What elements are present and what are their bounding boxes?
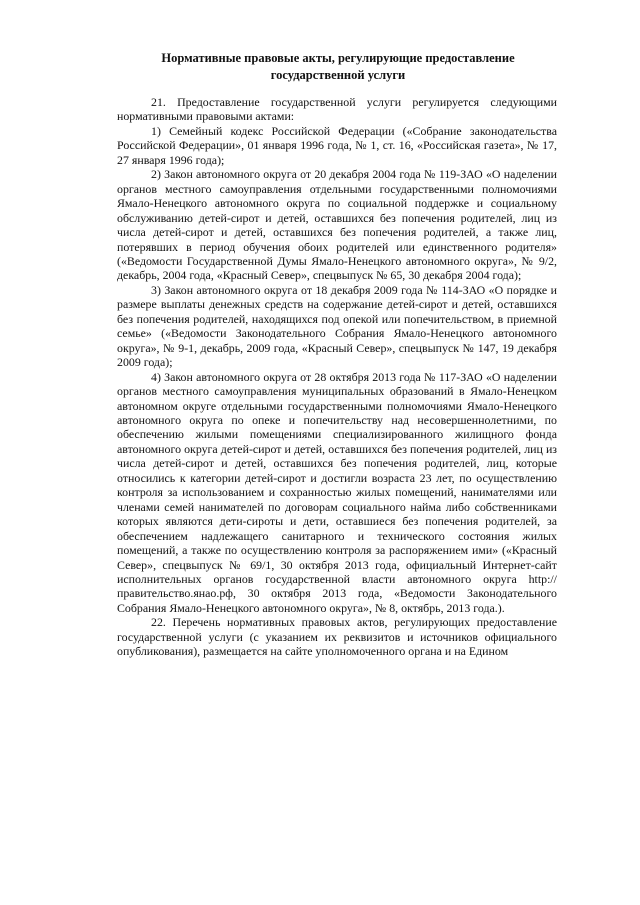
paragraph-22: 22. Перечень нормативных правовых актов, регулирующих предоставление государственной услуги (с указанием их реквизитов и источников официального опубликования), размещается на сайте уполномоченного органа и на Едином	[117, 615, 557, 659]
paragraph-21-intro: 21. Предоставление государственной услуги регулируется следующими нормативными правовыми актами:	[117, 95, 557, 124]
list-item-1-family-code: 1) Семейный кодекс Российской Федерации («Собрание законодательства Российской Федерации», 01 января 1996 года, № 1, ст. 16, «Российская газета», № 17, 27 января 1996 года);	[117, 123, 557, 167]
section-heading-line-1: Нормативные правовые акты, регулирующие предоставление	[161, 51, 515, 65]
section-heading-line-2: государственной услуги	[270, 68, 406, 82]
document-body	[117, 95, 557, 659]
list-item-4-law-117: 4) Закон автономного округа от 28 октября 2013 года № 117-ЗАО «О наделении органов местного самоуправления муниципальных образований в Ямало-Ненецком автономном округе отдельными государственными полномочиями Ямало-Ненецкого автономного округа по опеке и попечительству над несовершеннолетними, по обеспечению жилыми помещениями специализированного жилищного фонда автономного округа детей-сирот и детей, оставшихся без попечения родителей, лиц из числа детей-сирот и детей, оставшихся без попечения родителей, лиц, которые относились к категории детей-сирот и достигли возраста 23 лет, по осуществлению контроля за использованием и сохранностью жилых помещений, нанимателями или членами семей нанимателей по договорам социального найма либо собственниками которых являются дети-сироты и дети, оставшиеся без попечения родителей, за обеспечением надлежащего санитарного и технического состояния жилых помещений, а также по осуществлению контроля за распоряжением ими» («Красный Север», спецвыпуск № 69/1, 30 октября 2013 года, официальный Интернет-сайт исполнительных органов государственной власти автономного округа http://правительство.янао.рф, 30 октября 2013 года, «Ведомости Законодательного Собрания Ямало-Ненецкого автономного округа», № 8, октябрь, 2013 года.).	[117, 369, 557, 615]
section-heading	[118, 50, 558, 84]
list-item-3-law-114: 3) Закон автономного округа от 18 декабря 2009 года № 114-ЗАО «О порядке и размере выплаты денежных средств на содержание детей-сирот и детей, оставшихся без попечения родителей, находящихся под опекой или попечительством, в приемной семье» («Ведомости Законодательного Собрания Ямало-Ненецкого автономного округа», № 9-1, декабрь, 2009 года, «Красный Север», спецвыпуск № 147, 19 декабря 2009 года);	[117, 282, 557, 370]
list-item-2-law-119: 2) Закон автономного округа от 20 декабря 2004 года № 119-ЗАО «О наделении органов местного самоуправления отдельными государственными полномочиями Ямало-Ненецкого автономного округа по социальной поддержке и социальному обслуживанию детей-сирот и детей, оставшихся без попечения родителей, лиц из числа детей-сирот и детей, оставшихся без попечения родителей, а также лиц, потерявших в период обучения обоих родителей или единственного родителя» («Ведомости Государственной Думы Ямало-Ненецкого автономного округа», № 9/2, декабрь, 2004 года, «Красный Север», спецвыпуск № 65, 30 декабря 2004 года);	[117, 167, 557, 283]
